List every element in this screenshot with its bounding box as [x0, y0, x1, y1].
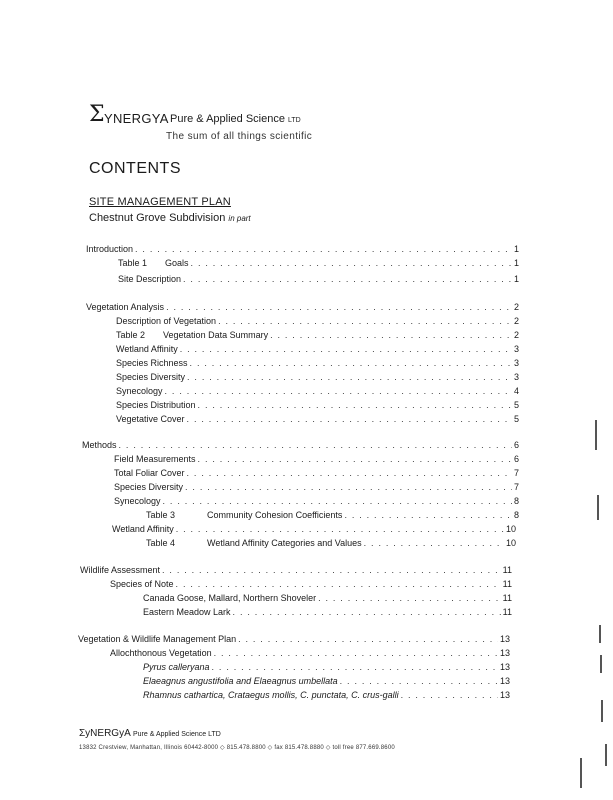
toc-entry-site-description[interactable]: Site Description . . . 1 — [118, 272, 519, 285]
toc-entry-table-2[interactable]: Table 2 Vegetation Data Summary . . . 2 — [116, 328, 519, 341]
logo-subtitle: Pure & Applied Science LTD — [170, 113, 301, 125]
toc-entry-elaeagnus[interactable]: Elaeagnus angustifolia and Elaeagnus umbellata . . . 13 — [143, 674, 510, 687]
scan-artifact — [597, 495, 599, 520]
toc-entry-species-diversity-methods[interactable]: Species Diversity . . . 7 — [114, 480, 519, 493]
toc-entry-wetland-affinity[interactable]: Wetland Affinity . . . 3 — [116, 342, 519, 355]
toc-entry-field-measurements[interactable]: Field Measurements . . . 6 — [114, 452, 519, 465]
toc-entry-introduction[interactable]: Introduction . . . 1 — [86, 242, 519, 255]
toc-entry-wetland-affinity-methods[interactable]: Wetland Affinity . . . 10 — [112, 522, 516, 535]
scan-artifact — [605, 744, 607, 766]
toc-entry-synecology[interactable]: Synecology . . . 4 — [116, 384, 519, 397]
toc-entry-species-richness[interactable]: Species Richness . . . 3 — [116, 356, 519, 369]
logo-tagline: The sum of all things scientific — [166, 131, 313, 142]
toc-entry-vegetation-analysis[interactable]: Vegetation Analysis . . . 2 — [86, 300, 519, 313]
contents-heading: CONTENTS — [89, 160, 181, 177]
plan-title: SITE MANAGEMENT PLAN — [89, 196, 231, 208]
toc-entry-rhamnus[interactable]: Rhamnus cathartica, Crataegus mollis, C. punctata, C. crus-galli . . . 13 — [143, 688, 510, 701]
toc-entry-table-4[interactable]: Table 4 Wetland Affinity Categories and Values . . . 10 — [146, 536, 516, 549]
toc-entry-allochthonous-vegetation[interactable]: Allochthonous Vegetation . . . 13 — [110, 646, 510, 659]
scan-artifact — [601, 700, 603, 722]
toc-entry-canada-goose[interactable]: Canada Goose, Mallard, Northern Shoveler . . . 11 — [143, 591, 512, 604]
toc-entry-species-distribution[interactable]: Species Distribution . . . 5 — [116, 398, 519, 411]
toc-entry-species-diversity[interactable]: Species Diversity . . . 3 — [116, 370, 519, 383]
toc-entry-table-1[interactable]: Table 1 Goals . . . 1 — [118, 256, 519, 269]
scan-artifact — [599, 625, 601, 643]
scan-artifact — [600, 655, 602, 673]
scan-artifact — [595, 420, 597, 450]
toc-entry-wildlife-assessment[interactable]: Wildlife Assessment . . . 11 — [80, 563, 512, 576]
toc-entry-methods[interactable]: Methods . . . 6 — [82, 438, 519, 451]
logo-sigma: Σ — [89, 102, 105, 127]
footer-logo: ΣyNERGyA Pure & Applied Science LTD — [79, 728, 221, 739]
footer-address: 13832 Crestview, Manhattan, Illinois 60442-8000 ◇ 815.478.8800 ◇ fax 815.478.8880 ◇ toll free 877.669.8600 — [79, 745, 395, 751]
toc-entry-eastern-meadow-lark[interactable]: Eastern Meadow Lark . . . 11 — [143, 605, 512, 618]
toc-entry-table-3[interactable]: Table 3 Community Cohesion Coefficients . . . 8 — [146, 508, 519, 521]
toc-entry-management-plan[interactable]: Vegetation & Wildlife Management Plan . . . 13 — [78, 632, 510, 645]
toc-entry-synecology-methods[interactable]: Synecology . . . 8 — [114, 494, 519, 507]
plan-subtitle: Chestnut Grove Subdivision in part — [89, 212, 251, 224]
toc-entry-species-of-note[interactable]: Species of Note . . . 11 — [110, 577, 512, 590]
toc-entry-description-of-vegetation[interactable]: Description of Vegetation . . . 2 — [116, 314, 519, 327]
logo-name: YNERGYA — [104, 111, 169, 126]
toc-entry-total-foliar-cover[interactable]: Total Foliar Cover . . . 7 — [114, 466, 519, 479]
toc-entry-vegetative-cover[interactable]: Vegetative Cover . . . 5 — [116, 412, 519, 425]
scan-artifact — [580, 758, 582, 788]
toc-entry-pyrus-calleryana[interactable]: Pyrus calleryana . . . 13 — [143, 660, 510, 673]
